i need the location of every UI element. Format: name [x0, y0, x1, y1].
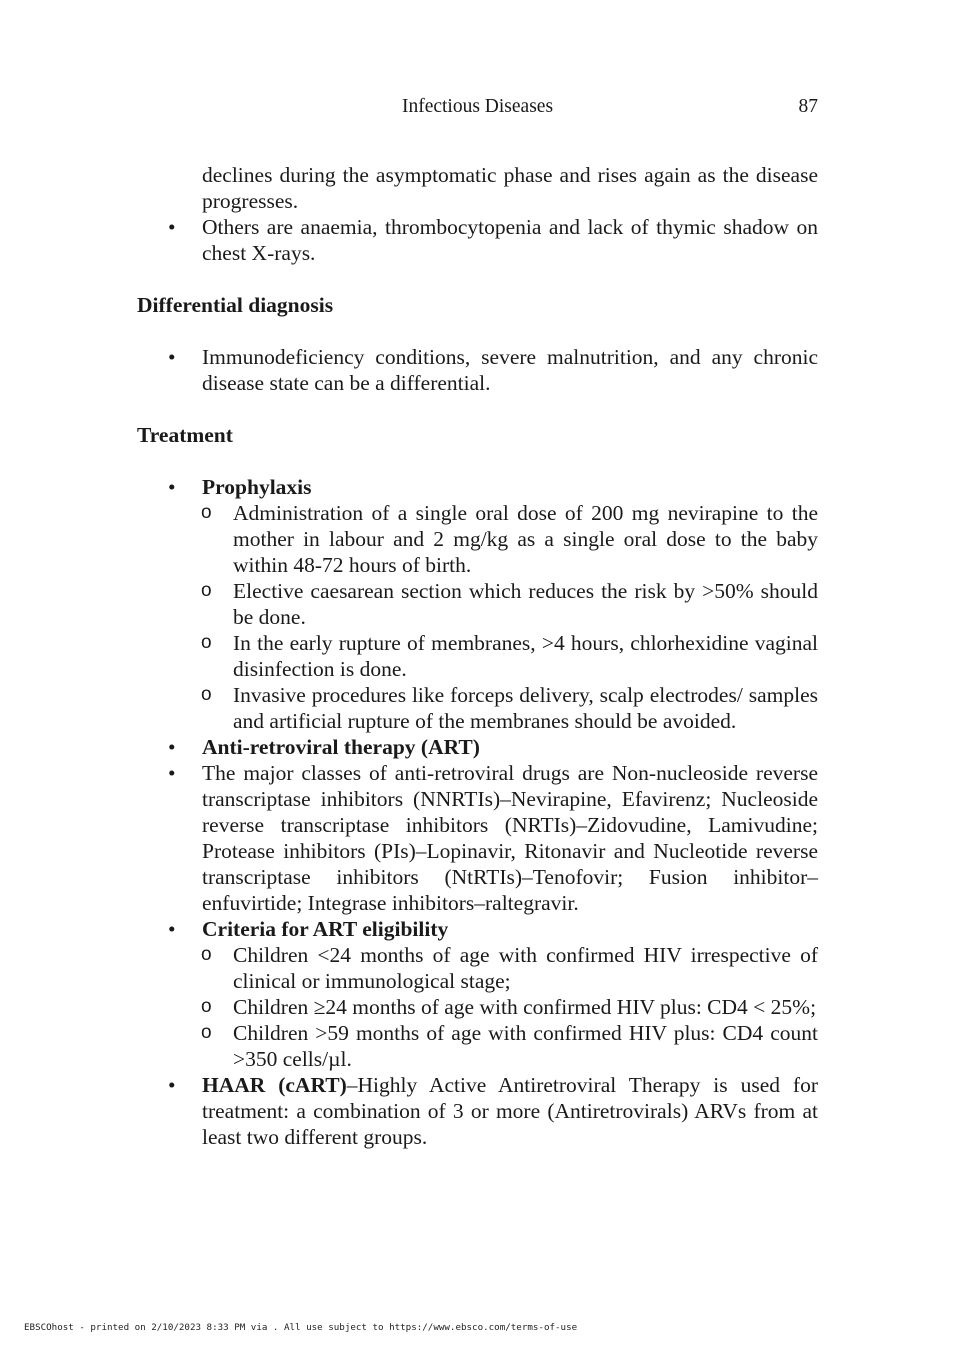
- list-item-criteria: [137, 916, 818, 942]
- continuation-paragraph: declines during the asymptomatic phase and rises again as the disease progresses.: [202, 163, 818, 213]
- sub-list-item-text: Administration of a single oral dose of 200 mg nevirapine to the mother in labour and 2 mg/kg as a single oral dose to the baby within 48-72 hours of birth.: [233, 501, 818, 577]
- sub-list-item: [137, 942, 818, 994]
- drug-classes-text: The major classes of anti-retroviral drugs are Non-nucleoside reverse transcriptase inhibitors (NNRTIs)–Nevirapine, Efavirenz; Nucleoside reverse transcriptase inhibitors (NRTIs)–Zidovudine, Lamivudine; Protease inhibitors (PIs)–Lopinavir, Ritonavir and Nucleotide reverse transcriptase inhibitors (NtRTIs)–Tenofovir; Fusion inhibitor–enfuvirtide; Integrase inhibitors–raltegravir.: [202, 761, 818, 915]
- circle-bullet-icon: o: [201, 580, 212, 601]
- sub-list-item-text: Children <24 months of age with confirmed HIV irrespective of clinical or immunological stage;: [233, 943, 818, 993]
- bullet-icon: •: [168, 761, 176, 785]
- page-number: 87: [798, 96, 818, 117]
- list-item-text: Others are anaemia, thrombocytopenia and lack of thymic shadow on chest X-rays.: [202, 215, 818, 265]
- art-label: Anti-retroviral therapy (ART): [202, 735, 480, 759]
- sub-list-item-text: In the early rupture of membranes, >4 hours, chlorhexidine vaginal disinfection is done.: [233, 631, 818, 681]
- sub-list-item-text: Invasive procedures like forceps delivery, scalp electrodes/ samples and artificial rupture of the membranes should be avoided.: [233, 683, 818, 733]
- circle-bullet-icon: o: [201, 502, 212, 523]
- circle-bullet-icon: o: [201, 944, 212, 965]
- haart-label: HAAR (cART): [202, 1073, 347, 1097]
- sub-list-item-text: Children ≥24 months of age with confirmed HIV plus: CD4 < 25%;: [233, 995, 817, 1019]
- print-footer: EBSCOhost - printed on 2/10/2023 8:33 PM via . All use subject to https://www.ebsco.com/terms-of-use: [24, 1322, 578, 1333]
- sub-list-item: [137, 500, 818, 578]
- bullet-icon: •: [168, 345, 176, 369]
- running-header: [137, 96, 818, 122]
- page-content: [137, 162, 818, 1150]
- circle-bullet-icon: o: [201, 684, 212, 705]
- list-item-text: Immunodeficiency conditions, severe malnutrition, and any chronic disease state can be a differential.: [202, 345, 818, 395]
- bullet-icon: •: [168, 735, 176, 759]
- list-item-haart: [137, 1072, 818, 1150]
- bullet-icon: •: [168, 215, 176, 239]
- bullet-icon: •: [168, 1073, 176, 1097]
- sub-list-item: [137, 630, 818, 682]
- sub-list-item-text: Children >59 months of age with confirmed HIV plus: CD4 count >350 cells/µl.: [233, 1021, 818, 1071]
- sub-list-item: [137, 1020, 818, 1072]
- list-item-art: [137, 734, 818, 760]
- sub-list-item-text: Elective caesarean section which reduces the risk by >50% should be done.: [233, 579, 818, 629]
- sub-list-item: [137, 994, 818, 1020]
- section-heading-differential: Differential diagnosis: [137, 293, 334, 317]
- sub-list-item: [137, 578, 818, 630]
- sub-list-item: [137, 682, 818, 734]
- section-heading-treatment: Treatment: [137, 423, 233, 447]
- circle-bullet-icon: o: [201, 996, 212, 1017]
- list-item: [137, 214, 818, 266]
- list-item: [137, 344, 818, 396]
- list-item-drug-classes: [137, 760, 818, 916]
- running-title: Infectious Diseases: [401, 96, 554, 117]
- list-item-prophylaxis: [137, 474, 818, 500]
- bullet-icon: •: [168, 475, 176, 499]
- bullet-icon: •: [168, 917, 176, 941]
- criteria-label: Criteria for ART eligibility: [202, 917, 449, 941]
- circle-bullet-icon: o: [201, 632, 212, 653]
- haart-text: –Highly Active Antiretroviral Therapy is used for treatment: a combination of 3 or more (Antiretrovirals) ARVs from at least two different groups.: [202, 1073, 818, 1149]
- circle-bullet-icon: o: [201, 1022, 212, 1043]
- prophylaxis-label: Prophylaxis: [202, 475, 312, 499]
